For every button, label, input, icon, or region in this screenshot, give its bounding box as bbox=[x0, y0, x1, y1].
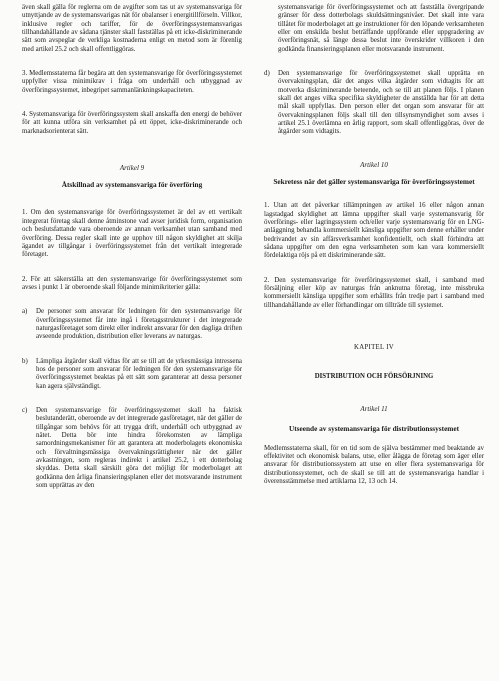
article-10-paragraph-2: 2. Den systemansvarige för överföringssystemet skall, i samband med försäljning eller köp av naturgas från anknutna företag, inte missbruka kommersiellt känsliga uppgifter som erhållits från tredje part i samband med tillhandahållande av eller förhandlingar om tillträde till systemet. bbox=[264, 276, 484, 309]
left-column bbox=[22, 4, 242, 681]
article-9-number: Artikel 9 bbox=[119, 164, 145, 173]
list-item-text: De personer som ansvarar för ledningen för den systemansvarige för överföringssystemet får inte ingå i företagsstrukturer i det integrerade naturgasföretaget som direkt eller indirekt ansvarar för den dagliga driften avseende produktion, distribution eller leverans av naturgas. bbox=[36, 308, 242, 341]
list-item-label: b) bbox=[22, 357, 28, 365]
list-item-text: Lämpliga åtgärder skall vidtas för att se till att de yrkesmässiga intressena hos de personer som ansvarar för ledningen för den systemansvarige för överföringssystemet beaktas på ett sätt som garanterar att dessa personer kan agera självständigt. bbox=[36, 357, 242, 390]
list-item-text: Den systemansvarige för överföringssystemet skall upprätta en övervakningsplan, där det anges vilka åtgärder som vidtagits för att motverka diskriminerande beteende, och se till att planen följs. I planen skall det anges vilka specifika skyldigheter de anställda har för att detta mål skall uppfyllas. Den person eller det organ som ansvarar för att övervakningsplanen följs skall till den tillsynsmyndighet som avses i artikel 25.1 överlämna en årlig rapport, som skall offentliggöras, över de åtgärder som vidtagits. bbox=[278, 70, 484, 136]
list-item-label: a) bbox=[22, 308, 28, 316]
article-9-paragraph-1: 1. Om den systemansvarige för överföringssystemet är del av ett vertikalt integrerat företag skall denne åtminstone vad avser juridisk form, organisation och beslutsfattande vara oberoende av annan verksamhet utan samband med överföring. Dessa regler skall inte ge upphov till någon skyldighet att skilja ägandet av tillgångar i överföringssystemet från det vertikalt integrerade företaget. bbox=[22, 209, 242, 259]
list-item-text: systemansvarige för överföringssystemet och att fastställa övergripande gränser för dess dotterbolags skuldsättningsnivåer. Det skall inte vara tillåtet för moderbolaget att ge instruktioner för den löpande verksamheten eller om enskilda beslut beträffande uppförande eller uppgradering av överföringsnät, så länge dessa beslut inte överskrider villkoren i den godkända finansieringsplanen eller motsvarande instrument. bbox=[278, 4, 484, 53]
paragraph-3: 3. Medlemsstaterna får begära att den systemansvarige för överföringssystemet uppfyller vissa minimikrav i fråga om underhåll och utbyggnad av överföringssystemet, inbegripet sammanlänkningskapaciteten. bbox=[22, 70, 242, 94]
article-10-title: Sekretess när det gäller systemansvariga för överföringssystemet bbox=[273, 177, 475, 187]
right-column bbox=[264, 4, 484, 681]
article-9-paragraph-2: 2. För att säkerställa att den systemansvarige för överföringssystemet som avses i punkt 1 är oberoende skall följande minimikriterier gälla: bbox=[22, 275, 242, 291]
list-item-label: d) bbox=[264, 70, 270, 78]
article-10-paragraph-1: 1. Utan att det påverkar tillämpningen av artikel 16 eller någon annan lagstadgad skyldighet att lämna uppgifter skall varje systemansvarig för överförings- eller lagringssystem och/eller varje systemansvarig för en LNG-anläggning behandla kommersiellt känsliga uppgifter som denne erhåller under bedrivandet av sin affärsverksamhet konfidentiellt, och skall förhindra att sådana uppgifter om den egna verksamheten som kan vara kommersiellt fördelaktiga röjs på ett diskriminerande sätt. bbox=[264, 202, 484, 260]
list-item-c-continued bbox=[264, 4, 484, 54]
article-11-paragraph: Medlemsstaterna skall, för en tid som de själva bestämmer med beaktande av effektivitet och ekonomisk balans, utse, eller ålägga de företag som äger eller ansvarar för distributionssystem att utse en eller flera systemansvariga för distributionssystemet, och de skall se till att de systemansvariga handlar i överensstämmelse med artiklarna 12, 13 och 14. bbox=[264, 444, 484, 485]
chapter-number: KAPITEL IV bbox=[354, 343, 394, 351]
list-item-a bbox=[22, 308, 242, 341]
paragraph-continued: även skall gälla för reglerna om de avgifter som tas ut av systemansvariga för utnyttjande av de systemansvarigas nät för obalanser i energitillförseln. Villkor, inklusive regler och tariffer, för de överföringssystemansvarigas tillhandahållande av sådana tjänster skall fastställas på ett icke-diskriminerande sätt som avspeglar de verkliga kostnaderna enligt en metod som är förenlig med artikel 25.2 och skall offentliggöras. bbox=[22, 4, 242, 53]
article-10-number: Artikel 10 bbox=[360, 160, 388, 169]
chapter-title: DISTRIBUTION OCH FÖRSÖRJNING bbox=[314, 373, 434, 381]
list-item-label: c) bbox=[22, 406, 28, 414]
article-11-title: Utseende av systemansvariga för distributionssystemet bbox=[288, 423, 460, 433]
list-item-c bbox=[22, 407, 242, 490]
paragraph-4: 4. Systemansvariga för överföringssystem skall anskaffa den energi de behöver för att kunna utföra sin verksamhet på ett öppet, icke-diskriminerande och marknadsorienterat sätt. bbox=[22, 111, 242, 135]
list-item-text: Den systemansvarige för överföringssystemet skall ha faktisk beslutanderätt, oberoende av det integrerade gasföretaget, när det gäller de tillgångar som behövs för att trygga drift, underhåll och utbyggnad av nätet. Detta bör inte hindra förekomsten av lämpliga samordningsmekanismer för att garantera att moderbolagets ekonomiska och förvaltningsmässiga övervakningsrättigheter när det gäller avkastningen, som regleras indirekt i artikel 25.2, i ett dotterbolag skyddas. Detta skall särskilt göra det möjligt för moderbolaget att godkänna den årliga finansieringsplanen eller det motsvarande instrument som upprättas av den bbox=[36, 406, 242, 490]
list-item-d bbox=[264, 70, 484, 137]
list-item-b bbox=[22, 358, 242, 391]
article-9-title: Åtskillnad av systemansvariga för överföring bbox=[61, 180, 203, 190]
article-11-number: Artikel 11 bbox=[360, 405, 388, 414]
